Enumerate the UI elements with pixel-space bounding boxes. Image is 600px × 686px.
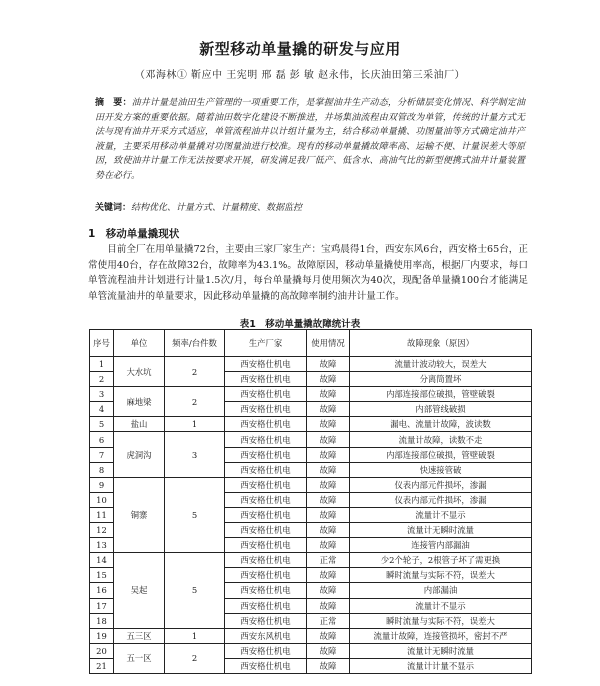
cell-seq: 17 bbox=[90, 598, 114, 613]
cell-seq: 11 bbox=[90, 507, 114, 522]
abstract-label: 摘 要： bbox=[95, 98, 132, 108]
cell-unit: 五三区 bbox=[114, 628, 165, 643]
cell-fault: 流量计故障，读数不走 bbox=[350, 432, 532, 447]
cell-seq: 18 bbox=[90, 613, 114, 628]
cell-status: 故障 bbox=[307, 357, 350, 372]
cell-fault: 内部连接部位破损，管壁破裂 bbox=[350, 387, 532, 402]
cell-manufacturer: 西安东风机电 bbox=[225, 628, 307, 643]
cell-status: 故障 bbox=[307, 507, 350, 522]
table-row bbox=[90, 357, 532, 372]
cell-seq: 13 bbox=[90, 538, 114, 553]
cell-unit: 铜寨 bbox=[114, 477, 165, 552]
cell-status: 故障 bbox=[307, 658, 350, 673]
cell-fault: 内部管线破损 bbox=[350, 402, 532, 417]
cell-seq: 14 bbox=[90, 553, 114, 568]
cell-manufacturer: 西安格仕机电 bbox=[225, 372, 307, 387]
cell-manufacturer: 西安格仕机电 bbox=[225, 462, 307, 477]
cell-fault: 分离筒置坏 bbox=[350, 372, 532, 387]
table-row bbox=[90, 387, 532, 402]
cell-unit: 吴起 bbox=[114, 553, 165, 628]
cell-count: 2 bbox=[165, 357, 225, 387]
table-row bbox=[90, 643, 532, 658]
cell-manufacturer: 西安格仕机电 bbox=[225, 447, 307, 462]
cell-manufacturer: 西安格仕机电 bbox=[225, 643, 307, 658]
keywords bbox=[95, 200, 525, 213]
cell-manufacturer: 西安格仕机电 bbox=[225, 583, 307, 598]
cell-status: 故障 bbox=[307, 387, 350, 402]
cell-unit: 麻地梁 bbox=[114, 387, 165, 417]
cell-manufacturer: 西安格仕机电 bbox=[225, 477, 307, 492]
cell-seq: 21 bbox=[90, 658, 114, 673]
cell-status: 故障 bbox=[307, 462, 350, 477]
cell-manufacturer: 西安格仕机电 bbox=[225, 538, 307, 553]
cell-status: 正常 bbox=[307, 613, 350, 628]
keywords-label: 关键词： bbox=[95, 203, 132, 213]
cell-status: 故障 bbox=[307, 523, 350, 538]
cell-seq: 1 bbox=[90, 357, 114, 372]
cell-fault: 瞬时流量与实际不符，误差大 bbox=[350, 568, 532, 583]
header-status: 使用情况 bbox=[307, 330, 350, 357]
cell-fault: 仪表内部元件损坏，渗漏 bbox=[350, 492, 532, 507]
cell-fault: 内部连接部位破损，管壁破裂 bbox=[350, 447, 532, 462]
header-manufacturer: 生产厂家 bbox=[225, 330, 307, 357]
fault-statistics-table bbox=[89, 329, 532, 674]
table-title: 表1 移动单量撬故障统计表 bbox=[239, 319, 361, 330]
cell-seq: 6 bbox=[90, 432, 114, 447]
cell-unit: 五一区 bbox=[114, 643, 165, 673]
cell-count: 2 bbox=[165, 387, 225, 417]
table-row bbox=[90, 628, 532, 643]
article-authors: （邓海林① 靳应中 王宪明 邢 磊 彭 敏 赵永伟，长庆油田第三采油厂） bbox=[134, 70, 466, 81]
cell-fault: 流量计计量不显示 bbox=[350, 658, 532, 673]
cell-manufacturer: 西安格仕机电 bbox=[225, 523, 307, 538]
cell-unit: 大水坑 bbox=[114, 357, 165, 387]
cell-fault: 连接管内部漏油 bbox=[350, 538, 532, 553]
cell-fault: 流量计故障，连接管损坏，密封不严 bbox=[350, 628, 532, 643]
cell-fault: 少2个轮子，2根管子坏了需更换 bbox=[350, 553, 532, 568]
cell-status: 故障 bbox=[307, 372, 350, 387]
cell-status: 正常 bbox=[307, 553, 350, 568]
cell-seq: 3 bbox=[90, 387, 114, 402]
cell-status: 故障 bbox=[307, 583, 350, 598]
cell-count: 3 bbox=[165, 432, 225, 477]
cell-fault: 流量计不显示 bbox=[350, 598, 532, 613]
cell-status: 故障 bbox=[307, 477, 350, 492]
table-row bbox=[90, 553, 532, 568]
cell-manufacturer: 西安格仕机电 bbox=[225, 568, 307, 583]
cell-manufacturer: 西安格仕机电 bbox=[225, 387, 307, 402]
table-row bbox=[90, 432, 532, 447]
cell-seq: 20 bbox=[90, 643, 114, 658]
cell-status: 故障 bbox=[307, 417, 350, 432]
cell-fault: 流量计无瞬时流量 bbox=[350, 523, 532, 538]
cell-status: 故障 bbox=[307, 538, 350, 553]
header-count: 频率/台件数 bbox=[165, 330, 225, 357]
cell-seq: 7 bbox=[90, 447, 114, 462]
cell-manufacturer: 西安格仕机电 bbox=[225, 492, 307, 507]
cell-seq: 8 bbox=[90, 462, 114, 477]
cell-count: 5 bbox=[165, 553, 225, 628]
cell-manufacturer: 西安格仕机电 bbox=[225, 553, 307, 568]
cell-manufacturer: 西安格仕机电 bbox=[225, 417, 307, 432]
cell-status: 故障 bbox=[307, 643, 350, 658]
table-body bbox=[90, 357, 532, 674]
cell-fault: 流量计无瞬时流量 bbox=[350, 643, 532, 658]
cell-status: 故障 bbox=[307, 568, 350, 583]
cell-fault: 快速接管破 bbox=[350, 462, 532, 477]
cell-seq: 10 bbox=[90, 492, 114, 507]
cell-count: 5 bbox=[165, 477, 225, 552]
cell-status: 故障 bbox=[307, 402, 350, 417]
abstract-text: 油井计量是油田生产管理的一项重要工作，是掌握油井生产动态，分析储层变化情况、科学制定油田开发方案的重要依据。随着油田数字化建设不断推进，井场集油流程由双管改为单管，传统的计量方式无法与现有油井开采方式适应，单管流程油井以计组计量为主，结合移动单量撬、功图量油等方式确定油井产液量，主要采用移动单量撬对功图量油进行校准。现有的移动单量撬故障率高、运输不便、计量误差大等原因，致使油井计量工作无法按要求开展，研发满足我厂低产、低含水、高油气比的新型便携式油井计量装置势在必行。 bbox=[95, 98, 525, 181]
abstract bbox=[95, 96, 525, 184]
cell-seq: 2 bbox=[90, 372, 114, 387]
cell-seq: 9 bbox=[90, 477, 114, 492]
cell-manufacturer: 西安格仕机电 bbox=[225, 658, 307, 673]
cell-manufacturer: 西安格仕机电 bbox=[225, 432, 307, 447]
cell-seq: 5 bbox=[90, 417, 114, 432]
table-header-row bbox=[90, 330, 532, 357]
cell-manufacturer: 西安格仕机电 bbox=[225, 598, 307, 613]
cell-seq: 16 bbox=[90, 583, 114, 598]
article-title: 新型移动单量撬的研发与应用 bbox=[199, 40, 401, 58]
cell-count: 2 bbox=[165, 643, 225, 673]
header-seq: 序号 bbox=[90, 330, 114, 357]
cell-fault: 内部漏油 bbox=[350, 583, 532, 598]
cell-fault: 流量计波动较大，误差大 bbox=[350, 357, 532, 372]
keywords-text: 结构优化、计量方式、计量精度、数据监控 bbox=[131, 203, 303, 213]
cell-fault: 漏电、流量计故障，波读数 bbox=[350, 417, 532, 432]
cell-fault: 仪表内部元件损坏，渗漏 bbox=[350, 477, 532, 492]
cell-seq: 19 bbox=[90, 628, 114, 643]
cell-status: 故障 bbox=[307, 492, 350, 507]
cell-seq: 12 bbox=[90, 523, 114, 538]
table-row bbox=[90, 417, 532, 432]
cell-status: 故障 bbox=[307, 447, 350, 462]
cell-manufacturer: 西安格仕机电 bbox=[225, 357, 307, 372]
section-paragraph: 目前全厂在用单量撬72台，主要由三家厂家生产：宝鸡晨得1台，西安东风6台，西安格士65台，正常使用40台，存在故障32台，故障率为43.1%。故障原因，移动单量撬使用率高，根据厂内要求，每口单管流程油井计划进行计量1.5次/月，每台单量撬每月使用频次为40次，现配备单量撬100台才能满足单管流量油井的单量要求，因此移动单量撬的高故障率制约油井计量工作。 bbox=[88, 244, 528, 302]
cell-count: 1 bbox=[165, 417, 225, 432]
header-unit: 单位 bbox=[114, 330, 165, 357]
table-row bbox=[90, 477, 532, 492]
cell-manufacturer: 西安格仕机电 bbox=[225, 402, 307, 417]
section-heading: 1 移动单量撬现状 bbox=[88, 228, 180, 240]
cell-fault: 流量计不显示 bbox=[350, 507, 532, 522]
cell-unit: 虎洞沟 bbox=[114, 432, 165, 477]
cell-seq: 15 bbox=[90, 568, 114, 583]
header-fault: 故障现象（原因） bbox=[350, 330, 532, 357]
cell-status: 故障 bbox=[307, 628, 350, 643]
cell-status: 故障 bbox=[307, 598, 350, 613]
cell-seq: 4 bbox=[90, 402, 114, 417]
cell-manufacturer: 西安格仕机电 bbox=[225, 507, 307, 522]
cell-count: 1 bbox=[165, 628, 225, 643]
cell-status: 故障 bbox=[307, 432, 350, 447]
cell-manufacturer: 西安格仕机电 bbox=[225, 613, 307, 628]
cell-fault: 瞬时流量与实际不符，误差大 bbox=[350, 613, 532, 628]
cell-unit: 盐山 bbox=[114, 417, 165, 432]
